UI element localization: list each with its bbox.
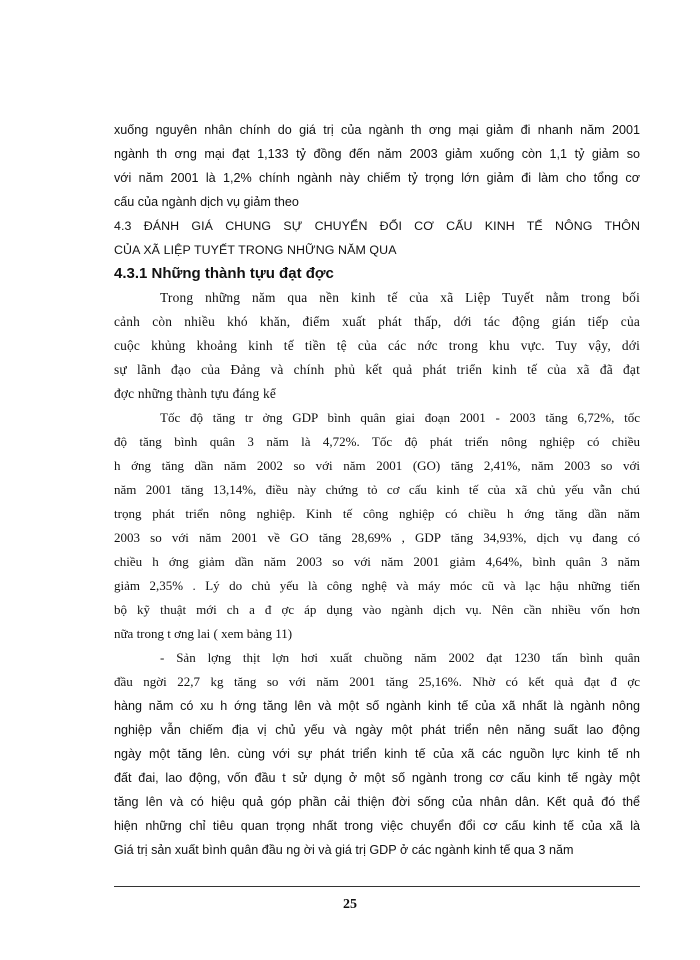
text-line: chiều h ớng giảm dần năm 2003 so với năm 2001 giảm 4,64%, bình quân 3 năm [114,554,640,569]
subsection-title: 4.3.1 Những thành tựu đạt đợc [114,265,334,282]
text-line: sự lãnh đạo của Đảng và chính phủ kết quả phát triển kinh tế của xã đã đạt [114,362,640,377]
paragraph-pork-output [114,646,640,862]
text-line: hàng năm có xu h ớng tăng lên và một số ngành kinh tế của xã nhất là ngành nông [114,699,640,713]
paragraph-achievements [114,286,640,406]
text-line: độ tăng bình quân 3 năm là 4,72%. Tốc độ phát triển nông nghiệp có chiều [114,434,640,449]
text-line: trọng phát triển nông nghiệp. Kinh tế công nghiệp có chiều h ớng tăng dần năm [114,506,640,521]
text-line: đầu ngời 22,7 kg tăng so với năm 2001 tăng 25,16%. Nhờ có kết quả đạt đ ợc [114,674,640,689]
section-heading [114,214,640,262]
text-line: cảnh còn nhiều khó khăn, điểm xuất phát thấp, dới tác động gián tiếp của [114,314,640,329]
text-line: tăng lên và có hiệu quả góp phần cải thiện đời sống của nhân dân. Kết quả đó thể [114,795,640,809]
footer-rule [114,886,640,887]
text-line: cấu của ngành dịch vụ giảm theo [114,195,299,209]
text-line: xuống nguyên nhân chính do giá trị của ngành th ơng mại giảm đi nhanh năm 2001 [114,123,640,137]
text-line: đất đai, lao động, vốn đầu t sử dụng ở một số ngành trong cơ cấu kinh tế ngày một [114,771,640,785]
text-line: năm 2001 tăng 13,14%, điều này chứng tỏ cơ cấu kinh tế của xã chủ yếu vẫn chú [114,482,640,497]
section-heading-line: CỦA XÃ LIỆP TUYẾT TRONG NHỮNG NĂM QUA [114,243,397,257]
text-line: Tốc độ tăng tr ởng GDP bình quân giai đoạn 2001 - 2003 tăng 6,72%, tốc [160,410,640,425]
text-line: ngành th ơng mại đạt 1,133 tỷ đồng đến năm 2003 giảm xuống còn 1,1 tỷ giảm so [114,147,640,161]
text-line: cuộc khủng khoảng kinh tế tiền tệ của các nớc trong khu vực. Tuy vậy, dới [114,338,640,353]
text-line: - Sản lợng thịt lợn hơi xuất chuồng năm 2002 đạt 1230 tấn bình quân [160,650,640,665]
paragraph-growth [114,406,640,646]
text-line: giảm 2,35% . Lý do chủ yếu là công nghệ và máy móc cũ và lạc hậu những tiến [114,578,640,593]
text-line: Trong những năm qua nền kinh tế của xã Liệp Tuyết nằm trong bối [160,290,640,305]
subsection-heading [114,263,640,285]
text-line: nữa trong t ơng lai ( xem bảng 11) [114,626,293,641]
section-heading-line: 4.3 ĐÁNH GIÁ CHUNG SỰ CHUYỂN ĐỔI CƠ CẤU KINH TẾ NÔNG THÔN [114,219,640,233]
text-line: nghiệp vẫn chiếm địa vị chủ yếu và ngày một phát triển nên năng suất lao động [114,723,640,737]
intro-paragraph [114,118,640,214]
text-line: ngày một tăng lên. cùng với sự phát triển kinh tế của xã các nguồn lực kinh tế nh [114,747,640,761]
page-number: 25 [343,897,357,912]
text-line: với năm 2001 là 1,2% chính ngành này chiếm tỷ trọng lớn giảm đi làm cho tổng cơ [114,171,640,185]
text-line: đợc những thành tựu đáng kể [114,386,276,401]
text-line: 2003 so với năm 2001 về GO tăng 28,69% , GDP tăng 34,93%, dịch vụ đang có [114,530,640,545]
text-line: Giá trị sản xuất bình quân đầu ng ời và giá trị GDP ở các ngành kinh tế qua 3 năm [114,843,574,857]
text-line: hiện những chỉ tiêu quan trọng nhất trong việc chuyển đổi cơ cấu kinh tế của xã là [114,819,640,833]
text-line: h ớng tăng dần năm 2002 so với năm 2001 (GO) tăng 2,41%, năm 2003 so với [114,458,640,473]
text-line: bộ kỹ thuật mới ch a đ ợc áp dụng vào ngành dịch vụ. Nên cần nhiều vốn hơn [114,602,640,617]
